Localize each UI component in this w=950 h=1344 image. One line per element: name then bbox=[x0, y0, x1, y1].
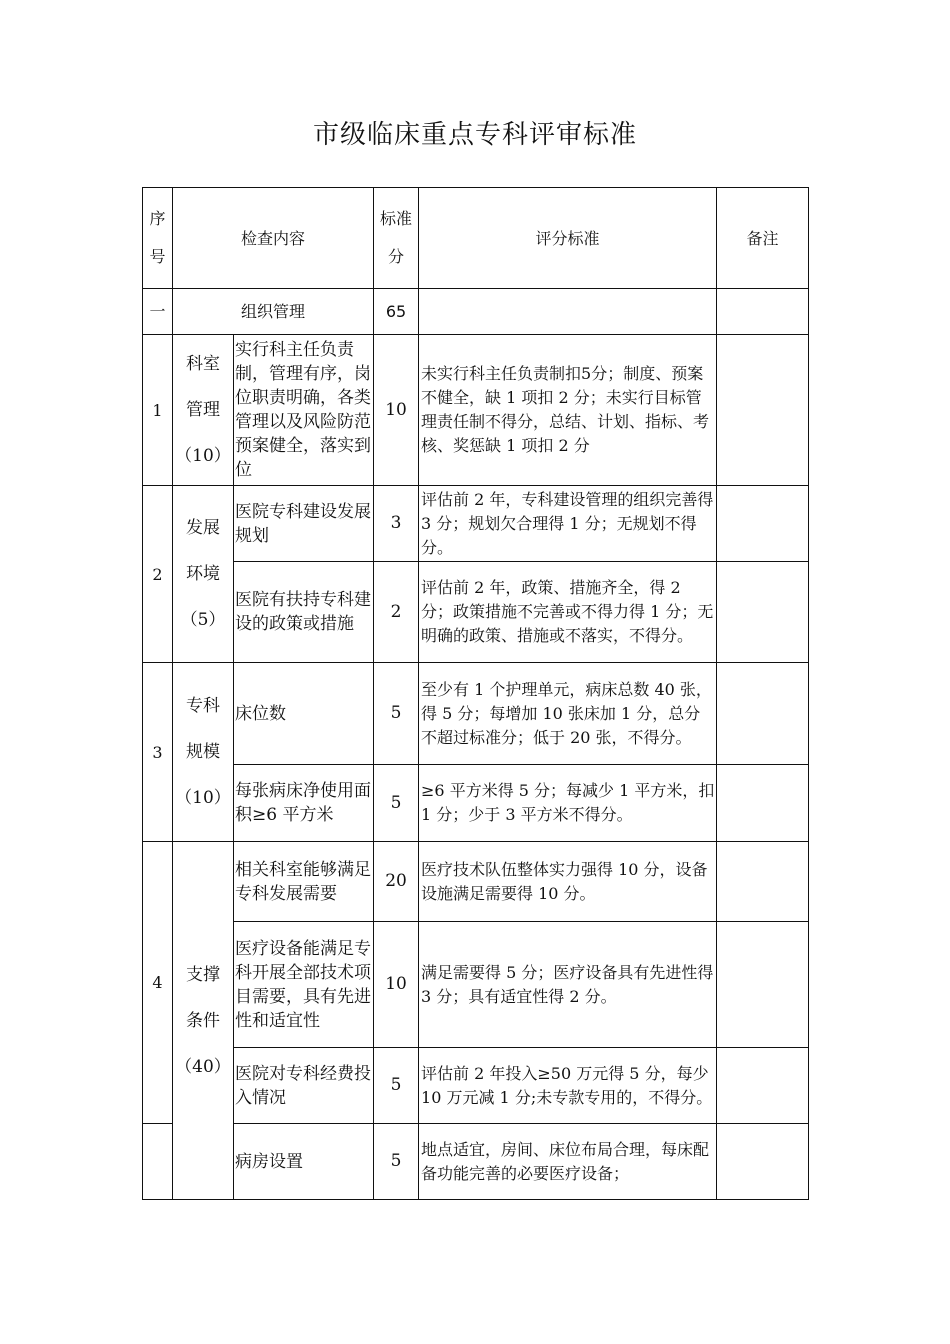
section-number: 一 bbox=[143, 289, 173, 335]
row-remark bbox=[717, 562, 809, 663]
row-seq: 3 bbox=[143, 663, 173, 842]
table-header-row bbox=[143, 188, 809, 289]
row-seq-empty bbox=[143, 1124, 173, 1200]
row-remark bbox=[717, 663, 809, 765]
row-criteria: 至少有 1 个护理单元，病床总数 40 张，得 5 分；每增加 10 张床加 1 分，总分不超过标准分；低于 20 张，不得分。 bbox=[419, 663, 717, 765]
section-score: 65 bbox=[374, 289, 419, 335]
section-row bbox=[143, 289, 809, 335]
row-score: 5 bbox=[374, 1124, 419, 1200]
row-criteria: 地点适宜，房间、床位布局合理，每床配备功能完善的必要医疗设备； bbox=[419, 1124, 717, 1200]
row-remark bbox=[717, 922, 809, 1048]
row-category: 发展 环境 （5） bbox=[173, 486, 234, 663]
row-score: 10 bbox=[374, 335, 419, 486]
header-score: 标准 分 bbox=[374, 188, 419, 289]
header-criteria: 评分标准 bbox=[419, 188, 717, 289]
row-criteria: ≥6 平方米得 5 分；每减少 1 平方米，扣 1 分；少于 3 平方米不得分。 bbox=[419, 765, 717, 842]
row-content: 医院专科建设发展规划 bbox=[234, 486, 374, 562]
table-row bbox=[143, 663, 809, 765]
table-row bbox=[143, 335, 809, 486]
row-seq: 2 bbox=[143, 486, 173, 663]
section-criteria-empty bbox=[419, 289, 717, 335]
row-content: 相关科室能够满足专科发展需要 bbox=[234, 842, 374, 922]
table-row bbox=[143, 1124, 809, 1200]
row-criteria: 评估前 2 年，政策、措施齐全，得 2 分；政策措施不完善或不得力得 1 分；无明确的政策、措施或不落实，不得分。 bbox=[419, 562, 717, 663]
header-remark: 备注 bbox=[717, 188, 809, 289]
row-score: 5 bbox=[374, 765, 419, 842]
document-title: 市级临床重点专科评审标准 bbox=[312, 120, 637, 150]
row-category: 支撑 条件 （40） bbox=[173, 842, 234, 1200]
row-content: 医院有扶持专科建设的政策或措施 bbox=[234, 562, 374, 663]
evaluation-table bbox=[142, 187, 809, 1200]
header-seq: 序 号 bbox=[143, 188, 173, 289]
section-name: 组织管理 bbox=[173, 289, 374, 335]
table-row bbox=[143, 486, 809, 562]
row-score: 5 bbox=[374, 1048, 419, 1124]
row-remark bbox=[717, 486, 809, 562]
row-criteria: 未实行科主任负责制扣5分；制度、预案不健全，缺 1 项扣 2 分；未实行目标管理责任制不得分，总结、计划、指标、考核、奖惩缺 1 项扣 2 分 bbox=[419, 335, 717, 486]
row-score: 3 bbox=[374, 486, 419, 562]
row-remark bbox=[717, 842, 809, 922]
row-criteria: 评估前 2 年，专科建设管理的组织完善得 3 分；规划欠合理得 1 分；无规划不得分。 bbox=[419, 486, 717, 562]
row-content: 医院对专科经费投入情况 bbox=[234, 1048, 374, 1124]
section-remark-empty bbox=[717, 289, 809, 335]
row-score: 10 bbox=[374, 922, 419, 1048]
row-seq: 1 bbox=[143, 335, 173, 486]
table-row bbox=[143, 922, 809, 1048]
row-category: 专科 规模 （10） bbox=[173, 663, 234, 842]
header-content: 检查内容 bbox=[173, 188, 374, 289]
table-row bbox=[143, 1048, 809, 1124]
table-row bbox=[143, 842, 809, 922]
row-remark bbox=[717, 765, 809, 842]
row-content: 每张病床净使用面积≥6 平方米 bbox=[234, 765, 374, 842]
row-score: 5 bbox=[374, 663, 419, 765]
row-category: 科室 管理 （10） bbox=[173, 335, 234, 486]
row-content: 实行科主任负责制，管理有序，岗位职责明确，各类管理以及风险防范预案健全，落实到位 bbox=[234, 335, 374, 486]
row-remark bbox=[717, 1048, 809, 1124]
row-content: 病房设置 bbox=[234, 1124, 374, 1200]
row-criteria: 满足需要得 5 分；医疗设备具有先进性得 3 分；具有适宜性得 2 分。 bbox=[419, 922, 717, 1048]
row-content: 医疗设备能满足专科开展全部技术项目需要，具有先进性和适宜性 bbox=[234, 922, 374, 1048]
row-score: 2 bbox=[374, 562, 419, 663]
table-row bbox=[143, 765, 809, 842]
row-remark bbox=[717, 1124, 809, 1200]
row-seq: 4 bbox=[143, 842, 173, 1124]
row-remark bbox=[717, 335, 809, 486]
row-score: 20 bbox=[374, 842, 419, 922]
row-criteria: 医疗技术队伍整体实力强得 10 分，设备设施满足需要得 10 分。 bbox=[419, 842, 717, 922]
table-row bbox=[143, 562, 809, 663]
row-content: 床位数 bbox=[234, 663, 374, 765]
row-criteria: 评估前 2 年投入≥50 万元得 5 分，每少 10 万元减 1 分;未专款专用的，不得分。 bbox=[419, 1048, 717, 1124]
